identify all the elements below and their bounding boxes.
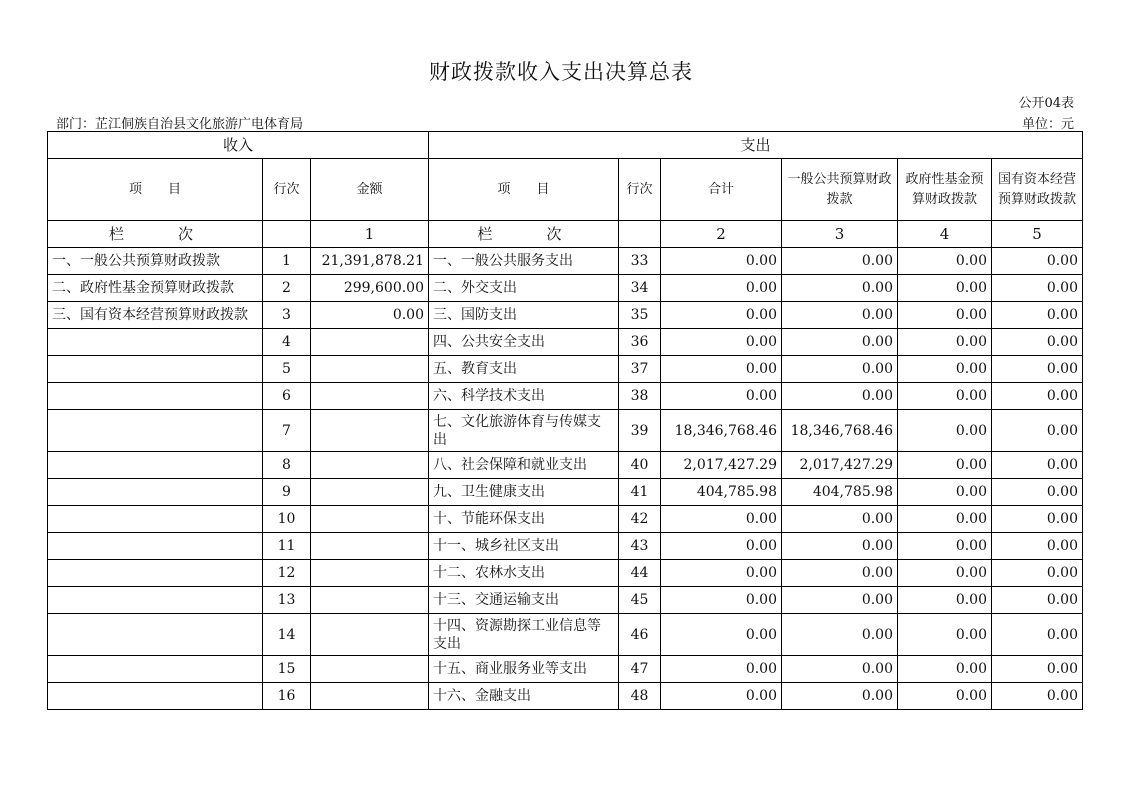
expense-item-cell: 十三、交通运输支出 (429, 587, 619, 614)
gov-fund-cell: 0.00 (898, 683, 992, 710)
general-budget-cell: 0.00 (782, 302, 898, 329)
income-line-cell: 5 (263, 356, 311, 383)
state-capital-cell: 0.00 (992, 410, 1083, 452)
expense-item-cell: 四、公共安全支出 (429, 329, 619, 356)
income-item-cell (48, 560, 263, 587)
income-item-cell: 二、政府性基金预算财政拨款 (48, 275, 263, 302)
state-capital-cell: 0.00 (992, 614, 1083, 656)
income-line-cell: 16 (263, 683, 311, 710)
income-amount-cell (311, 587, 429, 614)
expense-section-header: 支出 (429, 132, 1083, 159)
general-budget-cell: 0.00 (782, 248, 898, 275)
table-row (48, 479, 1083, 506)
table-row (48, 248, 1083, 275)
state-capital-cell: 0.00 (992, 329, 1083, 356)
general-budget-cell: 0.00 (782, 614, 898, 656)
income-line-cell: 9 (263, 479, 311, 506)
table-row (48, 383, 1083, 410)
total-cell: 0.00 (661, 275, 782, 302)
income-line-cell: 7 (263, 410, 311, 452)
total-cell: 0.00 (661, 506, 782, 533)
income-item-cell (48, 356, 263, 383)
expense-item-cell: 一、一般公共服务支出 (429, 248, 619, 275)
unit-label: 单位：元 (1021, 117, 1074, 132)
general-budget-cell: 18,346,768.46 (782, 410, 898, 452)
total-cell: 0.00 (661, 560, 782, 587)
expense-item-cell: 八、社会保障和就业支出 (429, 452, 619, 479)
state-capital-cell: 0.00 (992, 506, 1083, 533)
income-item-cell (48, 410, 263, 452)
table-row (48, 560, 1083, 587)
income-item-cell (48, 479, 263, 506)
income-amount-cell (311, 356, 429, 383)
general-budget-cell: 0.00 (782, 533, 898, 560)
gov-fund-cell: 0.00 (898, 383, 992, 410)
table-row (48, 587, 1083, 614)
income-line-header: 行次 (263, 159, 311, 221)
income-amount-cell (311, 383, 429, 410)
total-cell: 0.00 (661, 683, 782, 710)
income-amount-cell (311, 614, 429, 656)
state-capital-cell: 0.00 (992, 533, 1083, 560)
total-cell: 0.00 (661, 587, 782, 614)
income-line-cell: 3 (263, 302, 311, 329)
gov-fund-cell: 0.00 (898, 656, 992, 683)
expense-line-cell: 37 (619, 356, 661, 383)
total-cell: 18,346,768.46 (661, 410, 782, 452)
expense-item-cell: 十四、资源勘探工业信息等支出 (429, 614, 619, 656)
income-amount-header: 金额 (311, 159, 429, 221)
income-item-cell (48, 656, 263, 683)
gov-fund-cell: 0.00 (898, 533, 992, 560)
income-amount-cell (311, 683, 429, 710)
income-line-col (263, 221, 311, 248)
expense-line-cell: 34 (619, 275, 661, 302)
income-item-cell: 一、一般公共预算财政拨款 (48, 248, 263, 275)
income-item-cell (48, 587, 263, 614)
expense-line-cell: 45 (619, 587, 661, 614)
state-capital-header: 国有资本经营预算财政拨款 (992, 159, 1083, 221)
total-cell: 0.00 (661, 329, 782, 356)
gov-fund-cell: 0.00 (898, 356, 992, 383)
expense-line-header: 行次 (619, 159, 661, 221)
state-capital-cell: 0.00 (992, 248, 1083, 275)
income-amount-cell (311, 479, 429, 506)
income-amount-cell (311, 560, 429, 587)
general-budget-cell: 0.00 (782, 506, 898, 533)
expense-line-cell: 39 (619, 410, 661, 452)
state-capital-cell: 0.00 (992, 479, 1083, 506)
income-item-cell (48, 383, 263, 410)
income-line-cell: 1 (263, 248, 311, 275)
expense-item-cell: 十六、金融支出 (429, 683, 619, 710)
income-item-header: 项 目 (48, 159, 263, 221)
col-1-label: 1 (311, 221, 429, 248)
expense-line-cell: 48 (619, 683, 661, 710)
expense-item-cell: 六、科学技术支出 (429, 383, 619, 410)
gov-fund-cell: 0.00 (898, 410, 992, 452)
expense-line-cell: 46 (619, 614, 661, 656)
total-cell: 0.00 (661, 302, 782, 329)
department-label: 部门：芷江侗族自治县文化旅游广电体育局 (56, 117, 304, 132)
gov-fund-cell: 0.00 (898, 560, 992, 587)
gov-fund-cell: 0.00 (898, 248, 992, 275)
income-line-cell: 10 (263, 506, 311, 533)
expense-item-cell: 七、文化旅游体育与传媒支出 (429, 410, 619, 452)
income-item-cell: 三、国有资本经营预算财政拨款 (48, 302, 263, 329)
gov-fund-cell: 0.00 (898, 329, 992, 356)
expense-item-cell: 九、卫生健康支出 (429, 479, 619, 506)
total-cell: 0.00 (661, 533, 782, 560)
expense-line-cell: 43 (619, 533, 661, 560)
income-amount-cell: 21,391,878.21 (311, 248, 429, 275)
state-capital-cell: 0.00 (992, 275, 1083, 302)
expense-item-cell: 三、国防支出 (429, 302, 619, 329)
table-row (48, 533, 1083, 560)
table-row (48, 329, 1083, 356)
form-number: 公开04表 (1018, 96, 1074, 111)
income-line-cell: 6 (263, 383, 311, 410)
expense-line-cell: 42 (619, 506, 661, 533)
income-item-cell (48, 533, 263, 560)
state-capital-cell: 0.00 (992, 302, 1083, 329)
col-3-label: 3 (782, 221, 898, 248)
general-budget-cell: 0.00 (782, 656, 898, 683)
col-2-label: 2 (661, 221, 782, 248)
table-row (48, 614, 1083, 656)
state-capital-cell: 0.00 (992, 656, 1083, 683)
expense-item-cell: 十、节能环保支出 (429, 506, 619, 533)
col-4-label: 4 (898, 221, 992, 248)
income-line-cell: 13 (263, 587, 311, 614)
table-row (48, 452, 1083, 479)
table-row (48, 410, 1083, 452)
income-amount-cell: 0.00 (311, 302, 429, 329)
income-item-cell (48, 614, 263, 656)
total-cell: 0.00 (661, 614, 782, 656)
page-title: 财政拨款收入支出决算总表 (429, 60, 693, 84)
expense-column-label: 栏 次 (429, 221, 619, 248)
income-item-cell (48, 683, 263, 710)
expense-line-col (619, 221, 661, 248)
expense-line-cell: 40 (619, 452, 661, 479)
expense-line-cell: 41 (619, 479, 661, 506)
income-line-cell: 11 (263, 533, 311, 560)
general-budget-cell: 0.00 (782, 560, 898, 587)
state-capital-cell: 0.00 (992, 356, 1083, 383)
expense-item-cell: 十一、城乡社区支出 (429, 533, 619, 560)
col-5-label: 5 (992, 221, 1083, 248)
total-cell: 404,785.98 (661, 479, 782, 506)
income-item-cell (48, 329, 263, 356)
expense-item-cell: 二、外交支出 (429, 275, 619, 302)
expense-line-cell: 38 (619, 383, 661, 410)
general-budget-cell: 0.00 (782, 587, 898, 614)
total-cell: 0.00 (661, 248, 782, 275)
income-line-cell: 14 (263, 614, 311, 656)
expense-item-cell: 十二、农林水支出 (429, 560, 619, 587)
state-capital-cell: 0.00 (992, 383, 1083, 410)
income-line-cell: 2 (263, 275, 311, 302)
expense-line-cell: 47 (619, 656, 661, 683)
general-budget-cell: 2,017,427.29 (782, 452, 898, 479)
budget-table (47, 131, 1083, 710)
income-amount-cell (311, 533, 429, 560)
general-budget-header: 一般公共预算财政拨款 (782, 159, 898, 221)
general-budget-cell: 0.00 (782, 683, 898, 710)
table-row (48, 683, 1083, 710)
income-amount-cell (311, 452, 429, 479)
gov-fund-cell: 0.00 (898, 614, 992, 656)
state-capital-cell: 0.00 (992, 587, 1083, 614)
gov-fund-cell: 0.00 (898, 275, 992, 302)
expense-item-cell: 五、教育支出 (429, 356, 619, 383)
general-budget-cell: 404,785.98 (782, 479, 898, 506)
income-amount-cell (311, 410, 429, 452)
income-line-cell: 15 (263, 656, 311, 683)
total-cell: 0.00 (661, 356, 782, 383)
income-item-cell (48, 506, 263, 533)
expense-item-header: 项 目 (429, 159, 619, 221)
gov-fund-cell: 0.00 (898, 587, 992, 614)
gov-fund-cell: 0.00 (898, 452, 992, 479)
expense-item-cell: 十五、商业服务业等支出 (429, 656, 619, 683)
expense-line-cell: 35 (619, 302, 661, 329)
gov-fund-cell: 0.00 (898, 479, 992, 506)
state-capital-cell: 0.00 (992, 683, 1083, 710)
total-cell: 2,017,427.29 (661, 452, 782, 479)
income-amount-cell: 299,600.00 (311, 275, 429, 302)
state-capital-cell: 0.00 (992, 452, 1083, 479)
income-line-cell: 12 (263, 560, 311, 587)
income-item-cell (48, 452, 263, 479)
total-header: 合计 (661, 159, 782, 221)
income-amount-cell (311, 656, 429, 683)
state-capital-cell: 0.00 (992, 560, 1083, 587)
total-cell: 0.00 (661, 656, 782, 683)
general-budget-cell: 0.00 (782, 383, 898, 410)
general-budget-cell: 0.00 (782, 275, 898, 302)
table-row (48, 302, 1083, 329)
table-row (48, 356, 1083, 383)
income-line-cell: 4 (263, 329, 311, 356)
gov-fund-cell: 0.00 (898, 506, 992, 533)
expense-line-cell: 33 (619, 248, 661, 275)
expense-line-cell: 36 (619, 329, 661, 356)
general-budget-cell: 0.00 (782, 329, 898, 356)
expense-line-cell: 44 (619, 560, 661, 587)
income-line-cell: 8 (263, 452, 311, 479)
income-column-label: 栏 次 (48, 221, 263, 248)
general-budget-cell: 0.00 (782, 356, 898, 383)
income-amount-cell (311, 329, 429, 356)
income-amount-cell (311, 506, 429, 533)
table-row (48, 656, 1083, 683)
income-section-header: 收入 (48, 132, 429, 159)
total-cell: 0.00 (661, 383, 782, 410)
gov-fund-header: 政府性基金预算财政拨款 (898, 159, 992, 221)
table-row (48, 506, 1083, 533)
gov-fund-cell: 0.00 (898, 302, 992, 329)
table-row (48, 275, 1083, 302)
